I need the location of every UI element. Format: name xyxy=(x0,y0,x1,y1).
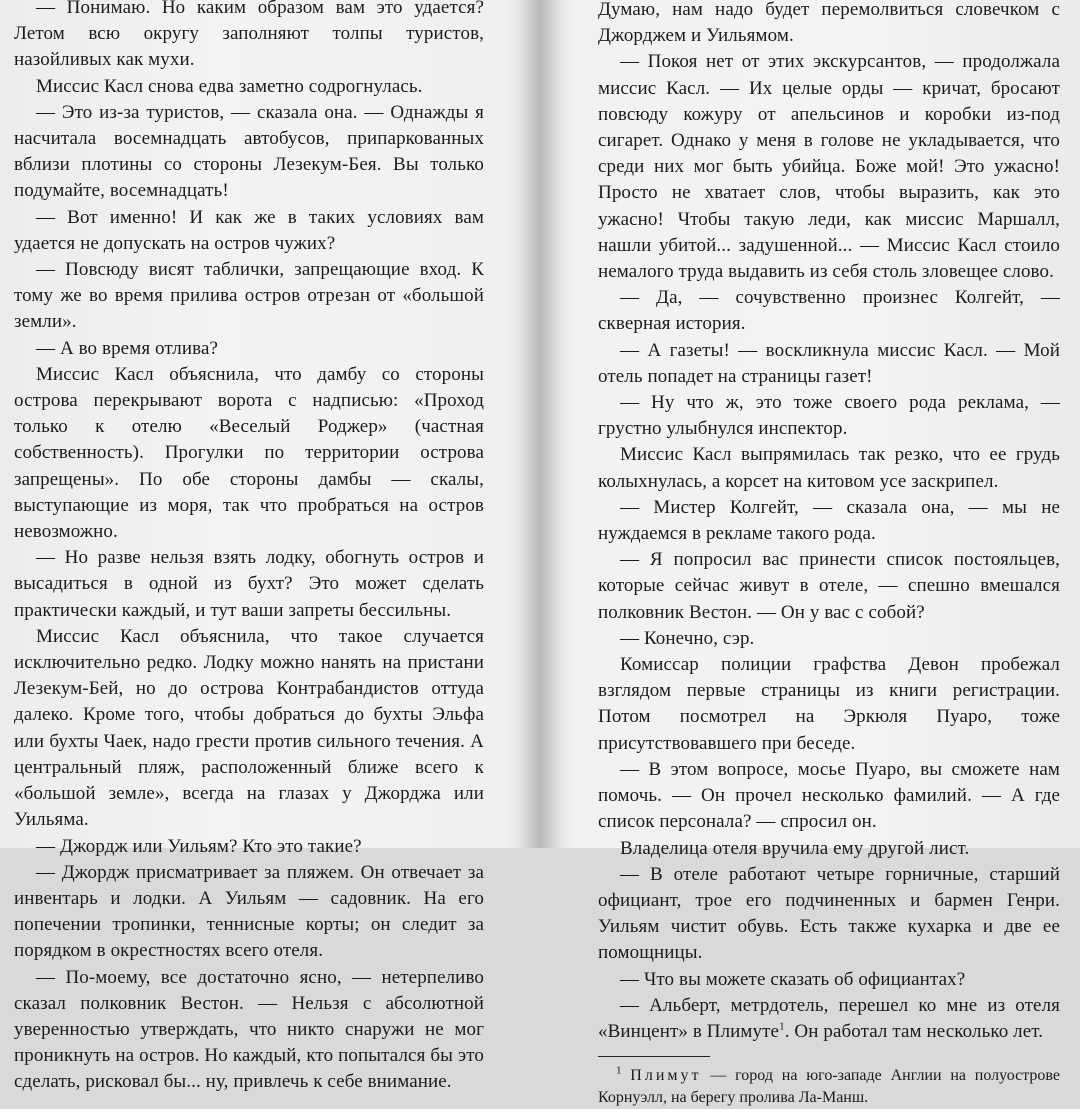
paragraph: — Покоя нет от этих экскурсантов, — продолжала миссис Касл. — Их целые орды — кричат, бросают повсюду кожуру от апельсинов и коробки из-под сигарет. Однако у меня в голове не укладывается, что среди них мог быть убийца. Боже мой! Это ужасно! Просто не хватает слов, чтобы выразить, как это ужасно! Чтобы такую леди, как миссис Маршалл, нашли убитой... задушенной... — Миссис Касл стоило немалого труда выдавить из себя столь зловещее слово. xyxy=(598,51,1060,283)
paragraph-albert-tail: . Он работал там несколько лет. xyxy=(784,1020,1044,1042)
footnote-marker: 1 xyxy=(616,1064,622,1077)
paragraph: Миссис Касл объяснила, что дамбу со стороны острова перекрывают ворота с надписью: «Проход только к отелю «Веселый Роджер» (частная собственность). Прогулки по территории острова запрещены». По обе стороны дамбы — скалы, выступающие из моря, так что пробраться на остров невозможно. xyxy=(14,363,484,543)
paragraph: — Но разве нельзя взять лодку, обогнуть остров и высадиться в одной из бухт? Это может сделать практически каждый, и тут ваши запреты бессильны. xyxy=(14,547,484,621)
paragraph: — Да, — сочувственно произнес Колгейт, — скверная история. xyxy=(598,287,1060,335)
paragraph: — Вот именно! И как же в таких условиях вам удается не допускать на остров чужих? xyxy=(14,206,484,254)
right-page xyxy=(598,0,1060,1109)
paragraph: — По-моему, все достаточно ясно, — нетерпеливо сказал полковник Вестон. — Нельзя с абсолютной уверенностью утверждать, что никто снаружи не мог проникнуть на остров. Но каждый, кто попытался бы это сделать, рисковал бы... ну, привлечь к себе внимание. xyxy=(14,966,484,1093)
paragraph: — Повсюду висят таблички, запрещающие вход. К тому же во время прилива остров отрезан от «большой земли». xyxy=(14,259,484,333)
paragraph: — Понимаю. Но каким образом вам это удается? Летом всю округу заполняют толпы туристов, назойливых как мухи. xyxy=(14,0,484,71)
paragraph: Владелица отеля вручила ему другой лист. xyxy=(620,837,970,859)
paragraph: — Джордж или Уильям? Кто это такие? xyxy=(36,835,362,857)
paragraph: — Джордж присматривает за пляжем. Он отвечает за инвентарь и лодки. А Уильям — садовник. На его попечении тропинки, теннисные корты; он следит за порядком в окрестностях всего отеля. xyxy=(14,861,484,962)
footnote-term: Плимут xyxy=(630,1067,702,1085)
left-page xyxy=(14,0,484,1096)
paragraph: Комиссар полиции графства Девон пробежал взглядом первые страницы из книги регистрации. Потом посмотрел на Эркюля Пуаро, тоже присутствовавшего при беседе. xyxy=(598,654,1060,754)
footnote-divider xyxy=(598,1056,710,1057)
footnote-reference: 1 xyxy=(779,1020,785,1033)
paragraph-albert xyxy=(598,993,1060,1045)
paragraph: — А газеты! — воскликнула миссис Касл. — Мой отель попадет на страницы газет! xyxy=(598,339,1060,387)
paragraph: — А во время отлива? xyxy=(36,337,219,359)
footnote-text: — город на юго-западе Англии на полуострове Корнуэлл, на берегу пролива Ла-Манш. xyxy=(598,1067,1060,1107)
paragraph: — Это из-за туристов, — сказала она. — Однажды я насчитала восемнадцать автобусов, припаркованных вблизи плотины со стороны Лезекум-Бея. Вы только подумайте, восемнадцать! xyxy=(14,101,484,202)
paragraph: — Мистер Колгейт, — сказала она, — мы не нуждаемся в рекламе такого рода. xyxy=(598,496,1060,545)
paragraph: — В отеле работают четыре горничные, старший официант, трое его подчиненных и бармен Генри. Уильям чистит обувь. Есть также кухарка и две ее помощницы. xyxy=(598,863,1060,964)
paragraph: Миссис Касл снова едва заметно содрогнулась. xyxy=(36,75,423,97)
footnote xyxy=(598,1065,1060,1109)
paragraph: Миссис Касл выпрямилась так резко, что ее грудь колыхнулась, а корсет на китовом усе заскрипел. xyxy=(598,444,1060,492)
paragraph: Думаю, нам надо будет перемолвиться словечком с Джорджем и Уильямом. xyxy=(598,0,1060,47)
paragraph: — Я попросил вас принести список постояльцев, которые сейчас живут в отеле, — спешно вмешался полковник Вестон. — Он у вас с собой? xyxy=(598,549,1060,623)
right-page-paragraphs xyxy=(598,0,1060,993)
paragraph: — Конечно, сэр. xyxy=(620,627,755,649)
book-gutter xyxy=(518,0,562,848)
paragraph: — В этом вопросе, мосье Пуаро, вы сможете нам помочь. — Он прочел несколько фамилий. — А где список персонала? — спросил он. xyxy=(598,758,1060,833)
paragraph-albert-text: — Альберт, метрдотель, перешел ко мне из отеля «Винцент» в Плимуте xyxy=(598,994,1060,1042)
paragraph: — Ну что ж, это тоже своего рода реклама, — грустно улыбнулся инспектор. xyxy=(598,392,1060,440)
paragraph: Миссис Касл объяснила, что такое случается исключительно редко. Лодку можно нанять на пристани Лезекум-Бей, но до острова Контрабандистов оттуда далеко. Кроме того, чтобы добраться до бухты Эльфа или бухты Чаек, надо грести против сильного течения. А центральный пляж, расположенный ближе всего к «большой земле», всегда на глазах у Джорджа или Уильяма. xyxy=(14,625,484,831)
paragraph: — Что вы можете сказать об официантах? xyxy=(620,968,966,990)
